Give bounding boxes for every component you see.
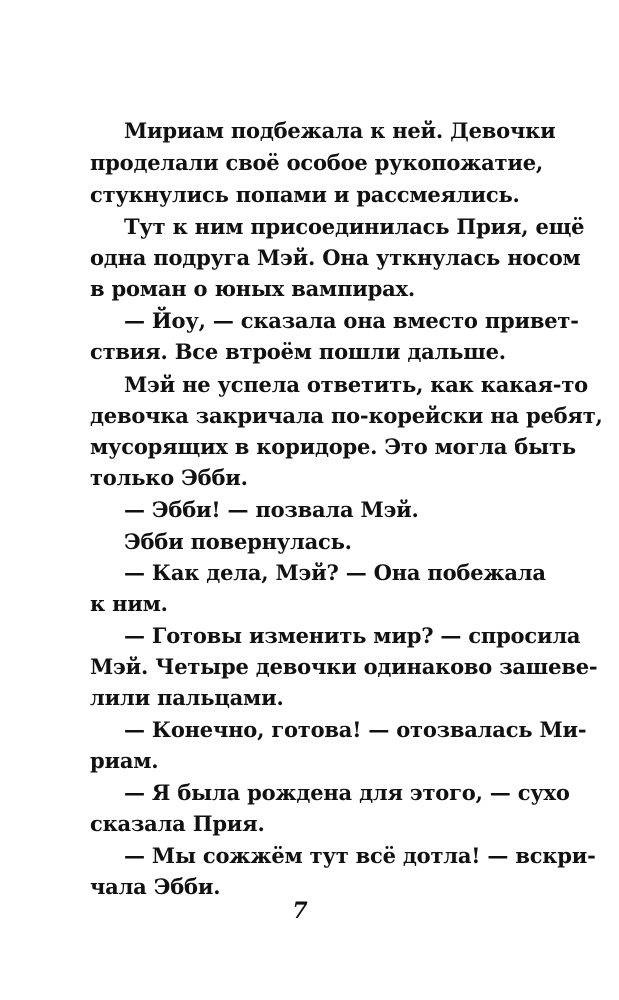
text-line: Мэй не успела ответить, как какая-то — [124, 372, 588, 397]
text-line: — Эбби! — позвала Мэй. — [124, 497, 419, 522]
text-line: одна подруга Мэй. Она уткнулась носом — [90, 245, 581, 270]
page-number: 7 — [292, 898, 308, 924]
text-line: только Эбби. — [90, 465, 248, 490]
text-line: Эбби повернулась. — [124, 529, 352, 554]
text-line: мусорящих в коридоре. Это могла быть — [90, 434, 576, 459]
text-line: Тут к ним присоединилась Прия, ещё — [124, 214, 585, 239]
text-line: проделали своё особое рукопожатие, — [90, 150, 544, 175]
text-line: к ним. — [90, 591, 168, 616]
text-line: лили пальцами. — [90, 685, 284, 710]
text-line: — Как дела, Мэй? — Она побежала — [124, 560, 546, 585]
text-line: в роман о юных вампирах. — [90, 276, 415, 301]
text-line: — Конечно, готова! — отозвалась Ми- — [124, 717, 587, 742]
text-line: чала Эбби. — [90, 874, 221, 899]
text-line: девочка закричала по-корейски на ребят, — [90, 403, 603, 428]
text-line: стукнулись попами и рассмеялись. — [90, 182, 520, 207]
text-line: сказала Прия. — [90, 811, 265, 836]
text-line: — Йоу, — сказала она вместо привет- — [124, 308, 579, 333]
text-line: Мириам подбежала к ней. Девочки — [124, 118, 556, 143]
text-line: ствия. Все втроём пошли дальше. — [90, 339, 506, 364]
text-line: — Готовы изменить мир? — спросила — [124, 623, 581, 648]
text-line: — Мы сожжём тут всё дотла! — вскри- — [124, 843, 596, 868]
text-line: Мэй. Четыре девочки одинаково зашеве- — [90, 654, 598, 679]
text-line: — Я была рождена для этого, — сухо — [124, 780, 570, 805]
text-line: риам. — [90, 748, 159, 773]
